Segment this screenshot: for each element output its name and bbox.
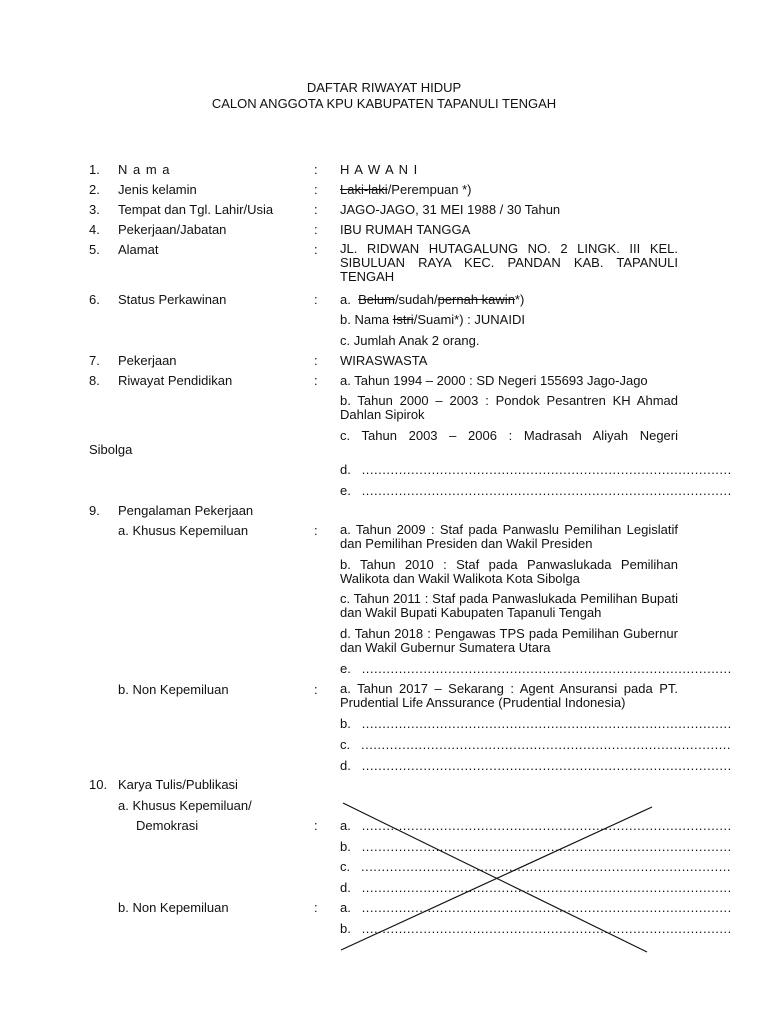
label-non-kepemiluan: b. Non Kepemiluan	[118, 682, 229, 697]
experience-non-c: c. ..........................................................................................	[340, 737, 732, 752]
experience-khusus-e: e. ..........................................................................................	[340, 661, 732, 676]
colon: :	[314, 292, 318, 307]
experience-khusus-d: d. Tahun 2018 : Pengawas TPS pada Pemilihan Gubernur dan Wakil Gubernur Sumatera Utara	[340, 626, 678, 655]
publication-khusus-d: d. ..........................................................................................	[340, 880, 732, 895]
item-number-6: 6.	[89, 292, 100, 307]
label-khusus-kepemiluan-demokrasi: a. Khusus Kepemiluan/	[118, 798, 252, 813]
education-c-continued: Sibolga	[89, 442, 133, 457]
label-non-kepemiluan-publikasi: b. Non Kepemiluan	[118, 900, 229, 915]
colon: :	[314, 242, 318, 257]
label-status-perkawinan: Status Perkawinan	[118, 292, 227, 307]
struck-option: Belum	[358, 292, 395, 307]
item-number-9: 9.	[89, 503, 100, 518]
colon: :	[314, 202, 318, 217]
label-pengalaman-pekerjaan: Pengalaman Pekerjaan	[118, 503, 254, 518]
label-karya-tulis: Karya Tulis/Publikasi	[118, 777, 238, 792]
item-number-10: 10.	[89, 777, 108, 792]
experience-khusus-c: c. Tahun 2011 : Staf pada Panwaslukada Pemilihan Bupati dan Wakil Bupati Kabupaten Tapanuli Tengah	[340, 591, 678, 620]
item-number-5: 5.	[89, 242, 100, 257]
value-nama: H A W A N I	[340, 162, 419, 177]
label-demokrasi: Demokrasi	[136, 818, 199, 833]
cross-line	[343, 803, 647, 952]
item-number-2: 2.	[89, 182, 100, 197]
item-number-7: 7.	[89, 353, 100, 368]
education-a: a. Tahun 1994 – 2000 : SD Negeri 155693 Jago-Jago	[340, 373, 648, 388]
item-number-1: 1.	[89, 162, 100, 177]
colon: :	[314, 182, 318, 197]
label-jenis-kelamin: Jenis kelamin	[118, 182, 197, 197]
value-tempat-tgl-lahir: JAGO-JAGO, 31 MEI 1988 / 30 Tahun	[340, 202, 561, 217]
publication-khusus-a: a. ..........................................................................................	[340, 818, 732, 833]
label-alamat: Alamat	[118, 242, 159, 257]
item-number-4: 4.	[89, 222, 100, 237]
experience-khusus-a: a. Tahun 2009 : Staf pada Panwaslu Pemilihan Legislatif dan Pemilihan Presiden dan Wakil Presiden	[340, 522, 678, 551]
colon: :	[314, 222, 318, 237]
colon: :	[314, 162, 318, 177]
value-alamat: JL. RIDWAN HUTAGALUNG NO. 2 LINGK. III KEL. SIBULUAN RAYA KEC. PANDAN KAB. TAPANULI TENGAH	[340, 241, 678, 284]
experience-khusus-b: b. Tahun 2010 : Staf pada Panwaslukada Pemilihan Walikota dan Wakil Walikota Kota Sibolga	[340, 557, 678, 586]
status-option-b: b. Nama Istri/Suami*) : JUNAIDI	[340, 312, 525, 327]
struck-option: Laki-laki	[340, 182, 388, 197]
status-option-a: a. Belum/sudah/pernah kawin*)	[340, 292, 525, 307]
publication-khusus-b: b. ..........................................................................................	[340, 839, 732, 854]
label-pekerjaan-jabatan: Pekerjaan/Jabatan	[118, 222, 227, 237]
selected-option: /Perempuan *)	[387, 182, 472, 197]
education-c: c. Tahun 2003 – 2006 : Madrasah Aliyah Negeri	[340, 428, 678, 443]
experience-non-a: a. Tahun 2017 – Sekarang : Agent Ansuransi pada PT. Prudential Life Anssurance (Prudential Indonesia)	[340, 681, 678, 710]
colon: :	[314, 900, 318, 915]
colon: :	[314, 373, 318, 388]
publication-khusus-c: c. ..........................................................................................	[340, 859, 732, 874]
document-title: DAFTAR RIWAYAT HIDUP	[306, 80, 462, 95]
label-nama: N a m a	[118, 162, 171, 177]
colon: :	[314, 818, 318, 833]
education-e: e. ..........................................................................................	[340, 483, 732, 498]
label-tempat-tgl-lahir: Tempat dan Tgl. Lahir/Usia	[118, 202, 274, 217]
colon: :	[314, 682, 318, 697]
label-riwayat-pendidikan: Riwayat Pendidikan	[118, 373, 233, 388]
publication-non-b: b. ..........................................................................................	[340, 921, 732, 936]
experience-non-b: b. ..........................................................................................	[340, 716, 732, 731]
status-option-c: c. Jumlah Anak 2 orang.	[340, 333, 480, 348]
struck-option: Istri	[392, 312, 414, 327]
label-pekerjaan: Pekerjaan	[118, 353, 177, 368]
value-pekerjaan-jabatan: IBU RUMAH TANGGA	[340, 222, 471, 237]
document-subtitle: CALON ANGGOTA KPU KABUPATEN TAPANULI TENGAH	[211, 96, 557, 111]
value-pekerjaan: WIRASWASTA	[340, 353, 428, 368]
cross-line	[340, 807, 732, 950]
struck-option: pernah kawin	[437, 292, 515, 307]
colon: :	[314, 523, 318, 538]
item-number-3: 3.	[89, 202, 100, 217]
publication-non-a: a. ..........................................................................................	[340, 900, 732, 915]
experience-non-d: d. ..........................................................................................	[340, 758, 732, 773]
education-b: b. Tahun 2000 – 2003 : Pondok Pesantren KH Ahmad Dahlan Sipirok	[340, 393, 678, 422]
education-d: d. ..........................................................................................	[340, 462, 732, 477]
label-khusus-kepemiluan: a. Khusus Kepemiluan	[118, 523, 249, 538]
colon: :	[314, 353, 318, 368]
item-number-8: 8.	[89, 373, 100, 388]
